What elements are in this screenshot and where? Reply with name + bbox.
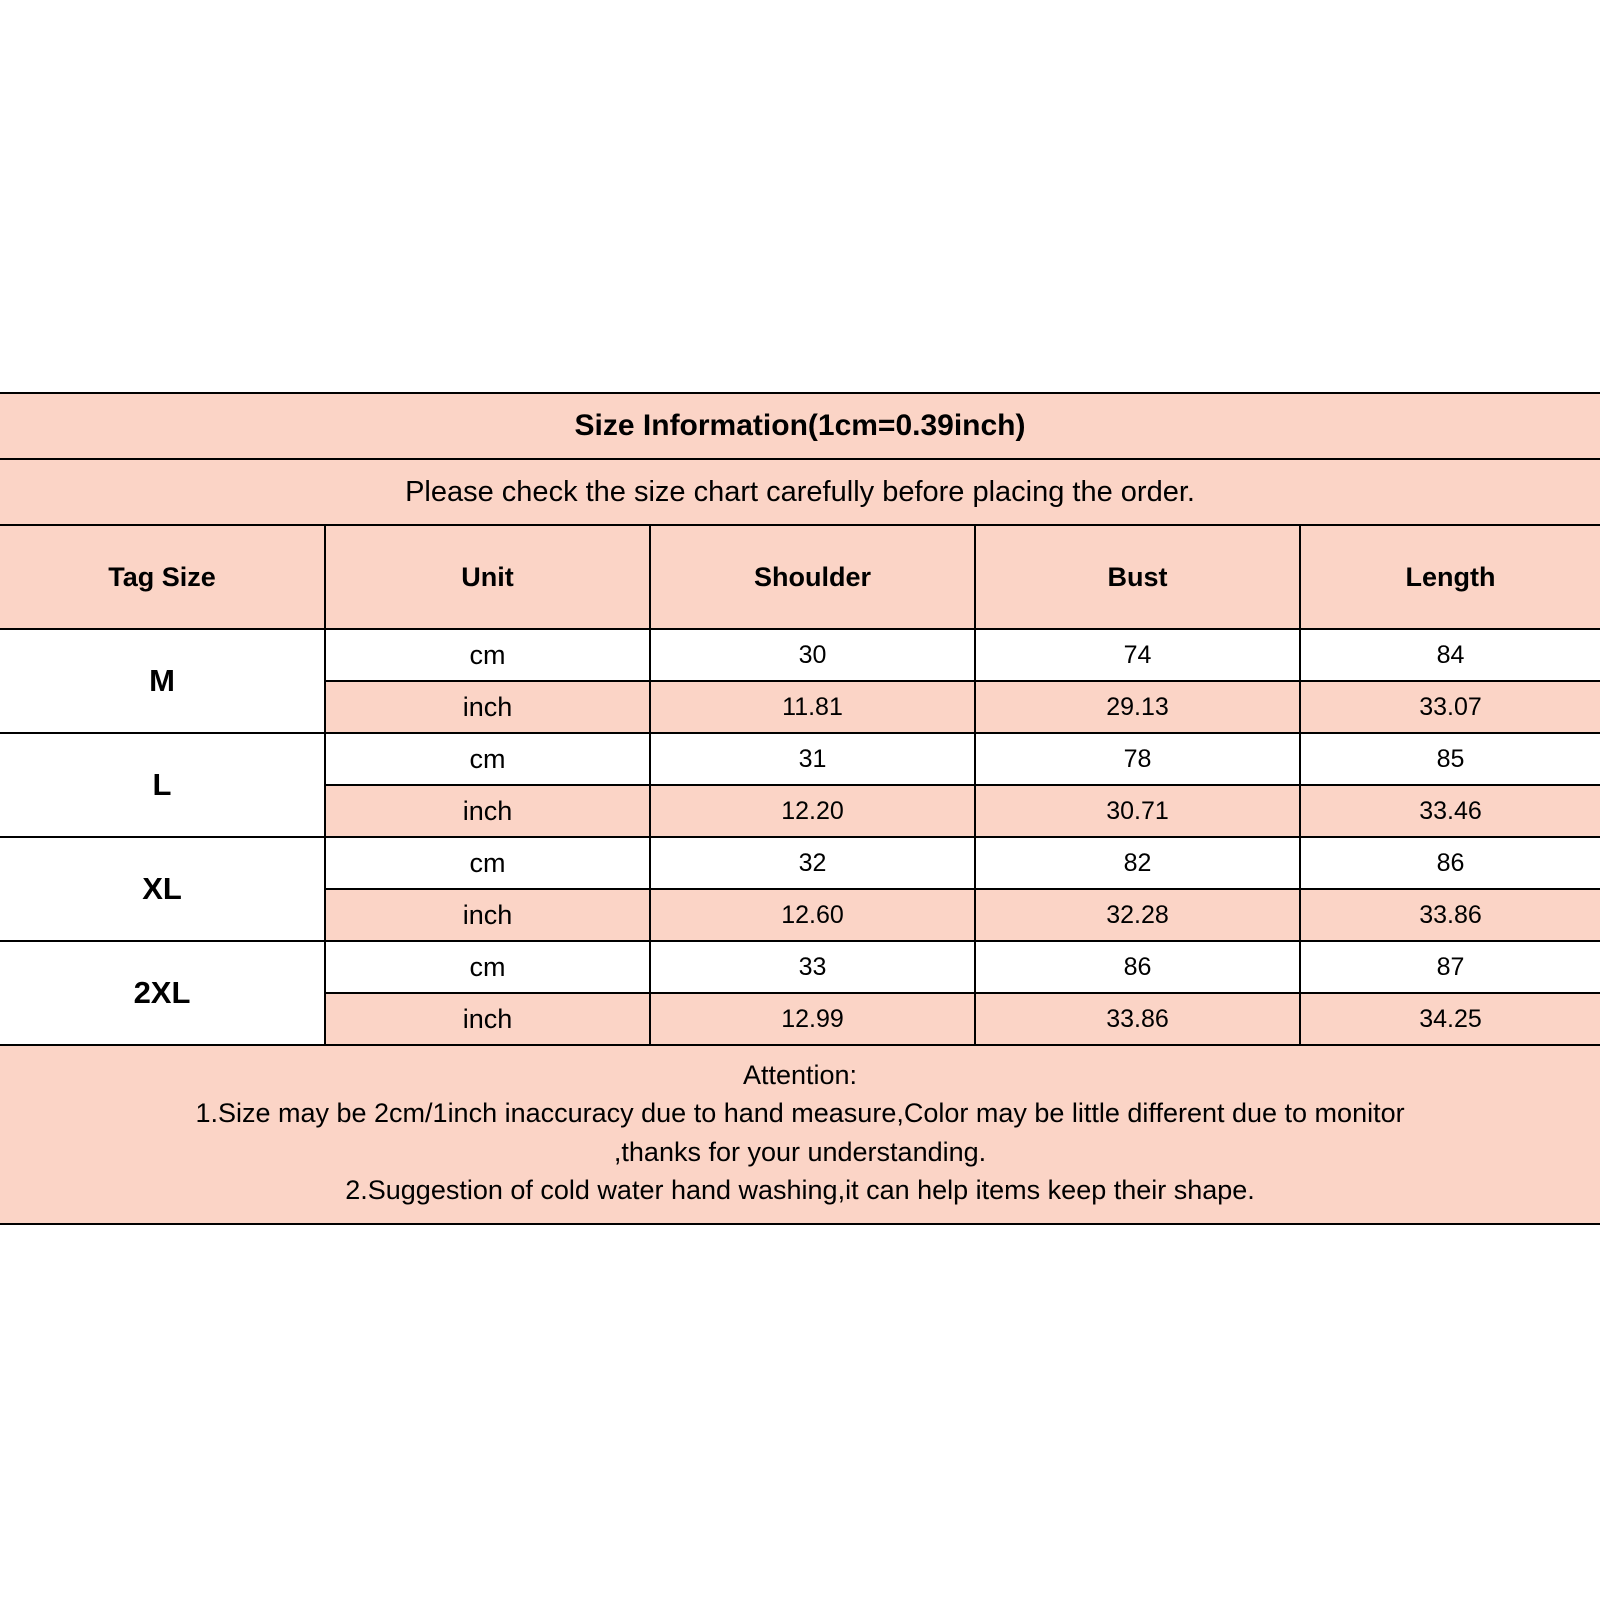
bust-value: 86: [975, 941, 1300, 993]
shoulder-value: 31: [650, 733, 975, 785]
length-value: 33.46: [1300, 785, 1600, 837]
unit-cell: inch: [325, 889, 650, 941]
length-value: 87: [1300, 941, 1600, 993]
notes-heading: Attention:: [742, 1060, 858, 1090]
bust-value: 82: [975, 837, 1300, 889]
shoulder-value: 32: [650, 837, 975, 889]
unit-cell: cm: [325, 837, 650, 889]
bust-value: 29.13: [975, 681, 1300, 733]
column-header-length: Length: [1300, 525, 1600, 629]
notes-line-1: 1.Size may be 2cm/1inch inaccuracy due to hand measure,Color may be little different due to monitor: [195, 1098, 1405, 1129]
length-value: 33.07: [1300, 681, 1600, 733]
tag-size-cell: M: [0, 629, 325, 733]
table-header-row: [0, 525, 1600, 629]
column-header-shoulder: Shoulder: [650, 525, 975, 629]
size-chart-container: [0, 392, 1600, 1225]
chart-subtitle: Please check the size chart carefully before placing the order.: [0, 459, 1600, 525]
shoulder-value: 33: [650, 941, 975, 993]
bust-value: 74: [975, 629, 1300, 681]
table-row: [0, 733, 1600, 785]
table-subtitle-row: [0, 459, 1600, 525]
length-value: 33.86: [1300, 889, 1600, 941]
shoulder-value: 12.99: [650, 993, 975, 1045]
size-information-table: [0, 392, 1600, 1225]
notes-line-2: ,thanks for your understanding.: [613, 1136, 987, 1167]
bust-value: 78: [975, 733, 1300, 785]
tag-size-cell: 2XL: [0, 941, 325, 1045]
shoulder-value: 12.60: [650, 889, 975, 941]
tag-size-cell: L: [0, 733, 325, 837]
table-row: [0, 941, 1600, 993]
column-header-bust: Bust: [975, 525, 1300, 629]
shoulder-value: 12.20: [650, 785, 975, 837]
notes-line-3: 2.Suggestion of cold water hand washing,it can help items keep their shape.: [345, 1174, 1255, 1205]
unit-cell: cm: [325, 629, 650, 681]
column-header-tag-size: Tag Size: [0, 525, 325, 629]
length-value: 84: [1300, 629, 1600, 681]
bust-value: 32.28: [975, 889, 1300, 941]
length-value: 85: [1300, 733, 1600, 785]
unit-cell: inch: [325, 785, 650, 837]
unit-cell: inch: [325, 993, 650, 1045]
tag-size-cell: XL: [0, 837, 325, 941]
shoulder-value: 11.81: [650, 681, 975, 733]
table-row: [0, 837, 1600, 889]
bust-value: 33.86: [975, 993, 1300, 1045]
attention-notes: [0, 1045, 1600, 1224]
bust-value: 30.71: [975, 785, 1300, 837]
length-value: 86: [1300, 837, 1600, 889]
length-value: 34.25: [1300, 993, 1600, 1045]
chart-title: Size Information(1cm=0.39inch): [0, 393, 1600, 459]
column-header-unit: Unit: [325, 525, 650, 629]
unit-cell: cm: [325, 733, 650, 785]
attention-notes-row: [0, 1045, 1600, 1224]
table-row: [0, 629, 1600, 681]
unit-cell: inch: [325, 681, 650, 733]
shoulder-value: 30: [650, 629, 975, 681]
table-title-row: [0, 393, 1600, 459]
unit-cell: cm: [325, 941, 650, 993]
